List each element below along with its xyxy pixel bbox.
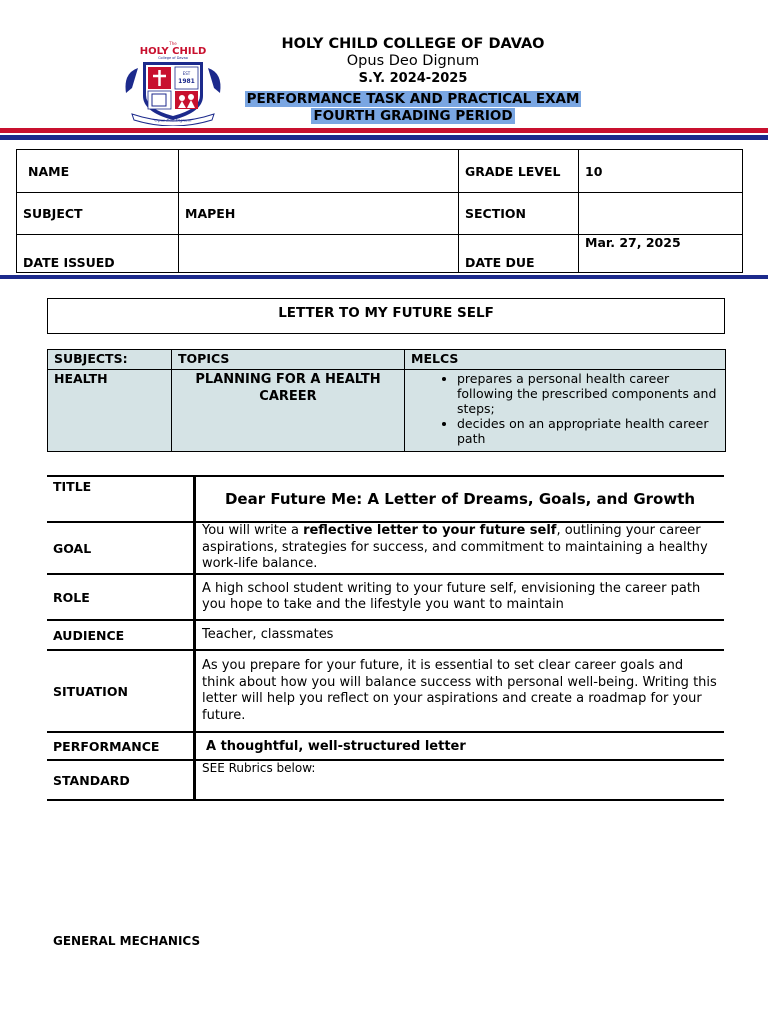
standard-cell: SEE Rubrics below: — [195, 760, 725, 800]
goal-text-bold: reflective letter to your future self — [303, 523, 557, 539]
grading-period: FOURTH GRADING PERIOD — [313, 108, 513, 124]
date-issued-label: DATE ISSUED — [17, 235, 179, 273]
melc-item: • decides on an appropriate health career path — [457, 416, 719, 446]
grade-level-label: GRADE LEVEL — [459, 150, 579, 193]
student-info-table — [16, 149, 743, 273]
logo-sub-text: College of Davao — [158, 56, 188, 60]
subject-value[interactable]: MAPEH — [179, 193, 459, 235]
letter-title: LETTER TO MY FUTURE SELF — [47, 298, 725, 334]
goal-cell — [195, 522, 725, 574]
task-title-cell: Dear Future Me: A Letter of Dreams, Goals, and Growth — [195, 476, 725, 522]
situation-label: SITUATION — [47, 650, 195, 732]
performance-label: PERFORMANCE — [47, 732, 195, 760]
subjects-header: SUBJECTS: — [48, 350, 172, 370]
section-label: SECTION — [459, 193, 579, 235]
name-label: NAME — [17, 150, 179, 193]
subjects-table — [47, 349, 726, 452]
role-cell: A high school student writing to your future self, envisioning the career path you hope to take and the lifestyle you want to maintain — [195, 574, 725, 620]
role-label: ROLE — [47, 574, 195, 620]
logo-the-text: The — [169, 41, 177, 46]
performance-cell: A thoughtful, well-structured letter — [195, 732, 725, 760]
subject-label: SUBJECT — [17, 193, 179, 235]
goal-label: GOAL — [47, 522, 195, 574]
section-field[interactable] — [579, 193, 743, 235]
topic-cell: PLANNING FOR A HEALTH CAREER — [172, 370, 405, 452]
melc-item: • prepares a personal health career following the prescribed components and steps; — [457, 371, 719, 416]
situation-cell: As you prepare for your future, it is essential to set clear career goals and think about how you will balance success with personal well-being. Writing this letter will help you reflect on your aspirations and create a roadmap for your future. — [195, 650, 725, 732]
date-due-value[interactable]: Mar. 27, 2025 — [579, 235, 743, 273]
grade-level-value[interactable]: 10 — [579, 150, 743, 193]
standard-label: STANDARD — [47, 760, 195, 800]
audience-cell: Teacher, classmates — [195, 620, 725, 650]
logo-name-text: HOLY CHILD — [139, 46, 207, 57]
general-mechanics-heading: GENERAL MECHANICS — [53, 934, 201, 948]
melcs-list — [411, 371, 719, 446]
melcs-header: MELCS — [405, 350, 726, 370]
info-bottom-stripe — [0, 275, 768, 279]
school-motto: Opus Deo Dignum — [346, 53, 480, 69]
audience-label: AUDIENCE — [47, 620, 195, 650]
date-issued-field[interactable] — [179, 235, 459, 273]
logo-motto-text: Opus Deo Dignum — [154, 117, 192, 123]
goal-text-post: , outlining your career aspirations, strategies for success, and commitment to maintaining a healthy work-life balance. — [202, 523, 708, 572]
grasps-table — [47, 475, 724, 801]
date-due-label: DATE DUE — [459, 235, 579, 273]
melcs-cell — [405, 370, 726, 452]
subject-health: HEALTH — [48, 370, 172, 452]
logo-year-text: 1981 — [178, 78, 195, 85]
header-stripe — [0, 128, 768, 140]
name-field[interactable] — [179, 150, 459, 193]
logo-est-text: EST — [182, 71, 191, 76]
task-title: PERFORMANCE TASK AND PRACTICAL EXAM — [246, 91, 580, 107]
title-label: TITLE — [47, 476, 195, 522]
school-year: S.Y. 2024-2025 — [358, 71, 468, 86]
school-name: HOLY CHILD COLLEGE OF DAVAO — [281, 36, 545, 52]
grading-period-line — [165, 105, 661, 124]
goal-text-pre: You will write a — [202, 523, 304, 539]
topics-header: TOPICS — [172, 350, 405, 370]
